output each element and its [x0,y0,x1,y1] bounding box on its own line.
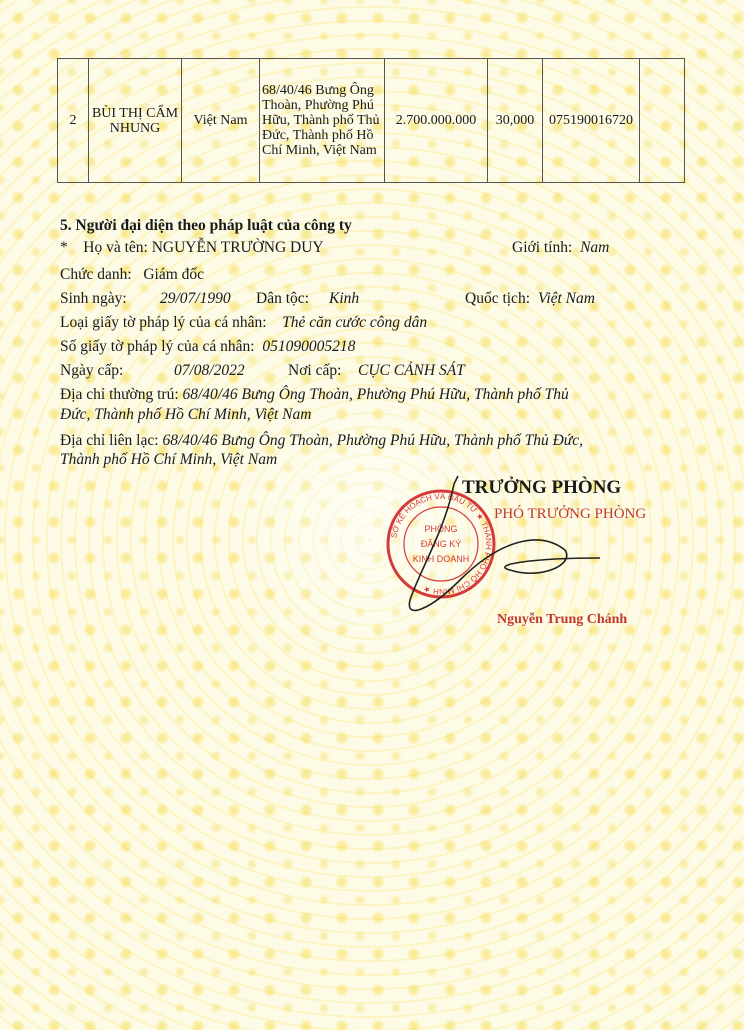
perm-addr-label: Địa chỉ thường trú: [60,386,179,403]
cell-index: 2 [58,59,89,183]
section-heading: 5. Người đại diện theo pháp luật của công ty [60,217,352,234]
dob-row [60,290,595,308]
cell-address: 68/40/46 Bưng Ông Thoàn, Phường Phú Hữu, Thành phố Thủ Đức, Thành phố Hồ Chí Minh, Việt Nam [260,59,385,183]
dob-label: Sinh ngày: [60,290,127,307]
issue-place-label: Nơi cấp: [288,362,342,379]
name-row [60,239,324,257]
perm-addr-row [60,386,569,404]
issue-place-value: CỤC CẢNH SÁT [358,362,465,379]
doc-no-label: Số giấy tờ pháp lý của cá nhân: [60,338,255,355]
gender-row [512,239,609,257]
bullet: * [60,239,68,256]
name-label: Họ và tên: NGUYỄN TRƯỜNG DUY [83,239,324,256]
gender-value: Nam [580,239,610,256]
title-label: Chức danh: [60,266,132,283]
contact-addr-label: Địa chỉ liên lạc: [60,432,159,449]
ethnic-label: Dân tộc: [256,290,309,307]
cell-capital: 2.700.000.000 [385,59,488,183]
issue-date-label: Ngày cấp: [60,362,124,379]
cell-name: BÙI THỊ CẨM NHUNG [89,59,182,183]
cell-ratio: 30,000 [488,59,543,183]
contact-addr-row [60,432,583,450]
shareholder-table [57,58,685,183]
ethnic-value: Kinh [329,290,360,307]
svg-text:PHÒNG: PHÒNG [424,524,458,534]
contact-addr-cont: Thành phố Hồ Chí Minh, Việt Nam [60,451,278,468]
deputy-title: PHÓ TRƯỞNG PHÒNG [494,506,647,522]
svg-text:SỞ KẾ HOẠCH VÀ ĐẦU TƯ ★ THÀNH: SỞ KẾ HOẠCH VÀ ĐẦU TƯ ★ THÀNH PHỐ HỒ CHÍ MINH ★ [389,491,494,597]
svg-text:KINH DOANH: KINH DOANH [412,554,470,564]
svg-text:ĐĂNG KÝ: ĐĂNG KÝ [420,539,462,549]
doc-no-row [60,338,355,356]
issue-row [60,362,465,380]
cell-id-number: 075190016720 [543,59,640,183]
doc-type-label: Loại giấy tờ pháp lý của cá nhân: [60,314,267,331]
gender-label: Giới tính: [512,239,573,256]
perm-addr-cont: Đức, Thành phố Hồ Chí Minh, Việt Nam [60,406,312,423]
table-row [58,59,685,183]
doc-type-row [60,314,427,332]
cell-note [640,59,685,183]
nationality-label: Quốc tịch: [465,290,530,307]
perm-addr-value: 68/40/46 Bưng Ông Thoàn, Phường Phú Hữu, Thành phố Thủ [182,386,569,403]
title-value: Giám đốc [143,266,205,283]
signature-title: TRƯỞNG PHÒNG [462,477,622,498]
doc-no-value: 051090005218 [262,338,356,355]
nationality-value: Việt Nam [538,290,595,307]
signer-name: Nguyễn Trung Chánh [497,612,628,627]
dob-value: 29/07/1990 [160,290,231,307]
issue-date-value: 07/08/2022 [174,362,245,379]
doc-type-value: Thẻ căn cước công dân [282,314,428,331]
contact-addr-value: 68/40/46 Bưng Ông Thoàn, Phường Phú Hữu, Thành phố Thủ Đức, [162,432,583,449]
title-row [60,266,204,284]
cell-nationality: Việt Nam [182,59,260,183]
